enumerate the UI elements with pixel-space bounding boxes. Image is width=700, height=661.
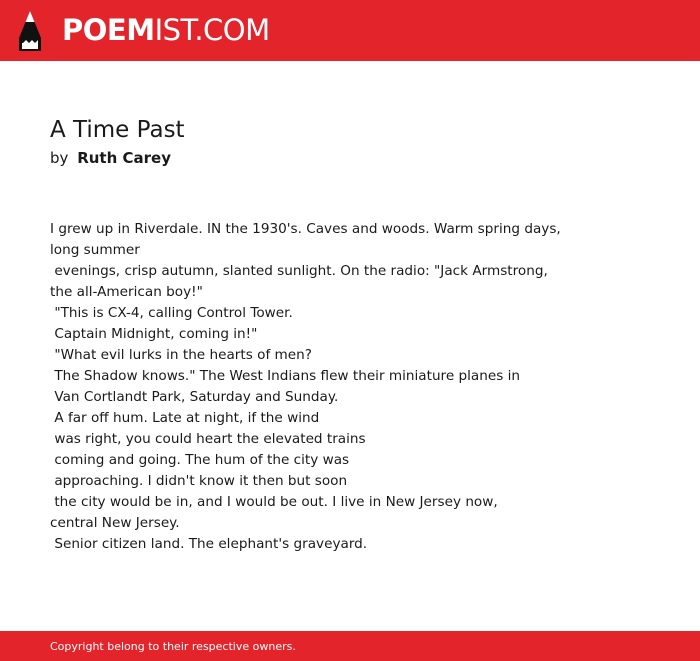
- poem-line: approaching. I didn't know it then but soon: [50, 473, 348, 489]
- poem-line: coming and going. The hum of the city was: [50, 452, 350, 468]
- poem-line: the city would be in, and I would be out. I live in New Jersey now,: [50, 494, 498, 510]
- poem-line: Senior citizen land. The elephant's graveyard.: [50, 536, 368, 552]
- poem-line: "This is CX-4, calling Control Tower.: [50, 305, 293, 321]
- pencil-icon[interactable]: [17, 10, 43, 52]
- poem-title: A Time Past: [50, 117, 185, 143]
- poem-body: [50, 219, 610, 555]
- poem-line: the all-American boy!": [50, 284, 203, 300]
- poem-line: A far off hum. Late at night, if the wind: [50, 410, 320, 426]
- copyright-notice: Copyright belong to their respective owners.: [50, 640, 296, 653]
- poem-line: "What evil lurks in the hearts of men?: [50, 347, 312, 363]
- poem-line: Captain Midnight, coming in!": [50, 326, 258, 342]
- author-name: Ruth Carey: [77, 149, 171, 167]
- byline: [50, 149, 171, 167]
- logo-rest-text: IST.COM: [154, 13, 270, 47]
- poem-line: central New Jersey.: [50, 515, 180, 531]
- site-logo-link[interactable]: [62, 13, 270, 47]
- poem-line: The Shadow knows." The West Indians flew their miniature planes in: [50, 368, 521, 384]
- by-label: by: [50, 149, 69, 167]
- poem-line: was right, you could heart the elevated trains: [50, 431, 366, 447]
- site-header: [0, 0, 700, 61]
- poem-line: evenings, crisp autumn, slanted sunlight. On the radio: "Jack Armstrong,: [50, 263, 548, 279]
- poem-line: I grew up in Riverdale. IN the 1930's. Caves and woods. Warm spring days,: [50, 221, 561, 237]
- site-footer: [0, 631, 700, 661]
- poem-line: Van Cortlandt Park, Saturday and Sunday.: [50, 389, 339, 405]
- logo-bold-text: POEM: [62, 13, 155, 47]
- poem-line: long summer: [50, 242, 140, 258]
